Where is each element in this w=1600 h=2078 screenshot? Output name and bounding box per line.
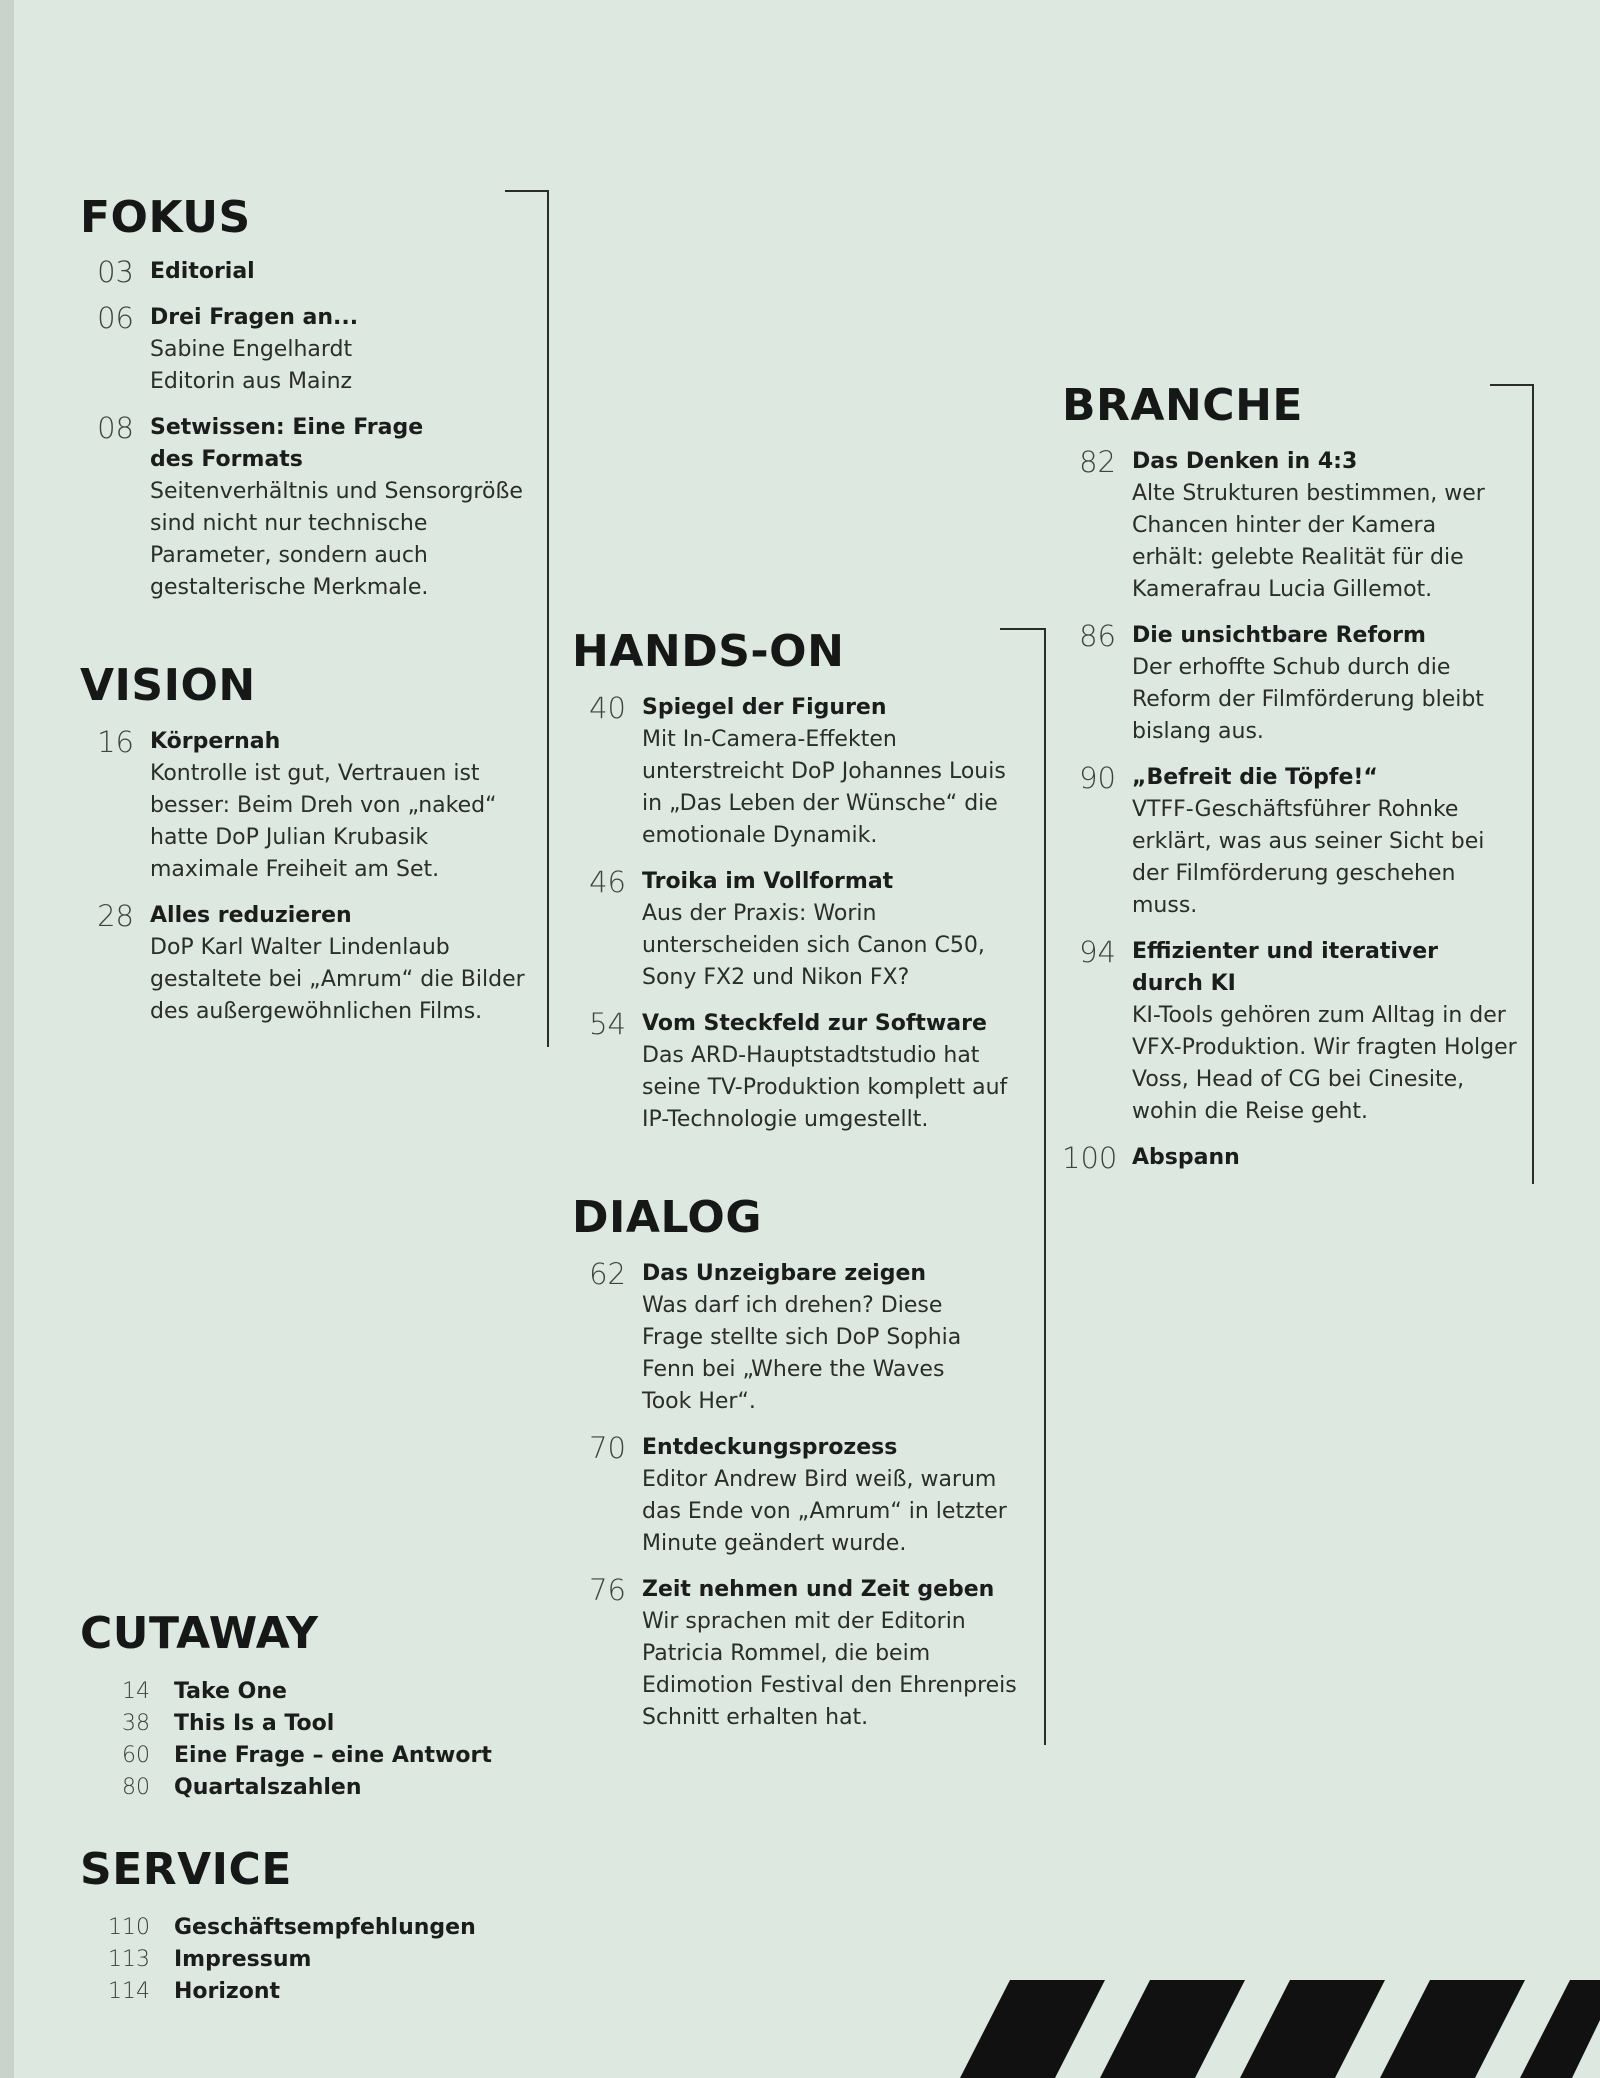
- toc-entry[interactable]: [80, 1912, 540, 1944]
- entry-description: Mit In-Camera-Effekten unterstreicht DoP Johannes Louis in „Das Leben der Wünsche“ die emotionale Dynamik.: [642, 727, 1006, 848]
- entry-description: Alte Strukturen bestimmen, wer Chancen hinter der Kamera erhält: gelebte Realität für die Kamerafrau Lucia Gillemot.: [1132, 481, 1485, 602]
- entry-title: Troika im Vollformat: [642, 869, 894, 894]
- section-heading-service: SERVICE: [80, 1844, 292, 1895]
- toc-entry[interactable]: [80, 900, 540, 1028]
- page-number: 70: [589, 1431, 626, 1465]
- toc-entry[interactable]: [572, 1432, 1032, 1560]
- toc-entry[interactable]: [80, 256, 540, 288]
- page-number: 90: [1079, 761, 1116, 795]
- page-number: 94: [1079, 935, 1116, 969]
- stripe: [1380, 1980, 1525, 2078]
- entry-title: Entdeckungsprozess: [642, 1435, 898, 1460]
- toc-entry[interactable]: [80, 1976, 540, 2008]
- page-number: 16: [97, 725, 134, 759]
- page-number: 110: [108, 1915, 150, 1940]
- page-number: 46: [589, 865, 626, 899]
- entry-title: Alles reduzieren: [150, 903, 352, 928]
- page-number: 40: [589, 691, 626, 725]
- entry-title: Editorial: [150, 259, 255, 284]
- toc-entry[interactable]: [1062, 1142, 1522, 1174]
- toc-entry[interactable]: [572, 866, 1032, 994]
- clapperboard-stripes: [900, 1980, 1600, 2078]
- toc-entry[interactable]: [80, 412, 540, 604]
- entry-title: Die unsichtbare Reform: [1132, 623, 1426, 648]
- entry-title: Drei Fragen an...: [150, 305, 359, 330]
- entry-description: VTFF-Geschäftsführer Rohnke erklärt, was aus seiner Sicht bei der Filmförderung geschehen muss.: [1132, 797, 1485, 918]
- page-number: 82: [1079, 445, 1116, 479]
- stripe: [1240, 1980, 1385, 2078]
- entry-description: Der erhoffte Schub durch die Reform der Filmförderung bleibt bislang aus.: [1132, 655, 1484, 744]
- entry-description: Aus der Praxis: Worin unterscheiden sich Canon C50, Sony FX2 und Nikon FX?: [642, 901, 985, 990]
- entry-title: „Befreit die Töpfe!“: [1132, 765, 1378, 790]
- entry-title: Das Unzeigbare zeigen: [642, 1261, 927, 1286]
- stripe: [1100, 1980, 1245, 2078]
- page-edge: [0, 0, 14, 2078]
- entry-title: Quartalszahlen: [174, 1775, 362, 1800]
- section-vision: [80, 660, 540, 1028]
- entry-title: Spiegel der Figuren: [642, 695, 887, 720]
- section-heading-cutaway: CUTAWAY: [80, 1608, 319, 1659]
- toc-entry[interactable]: [572, 1574, 1032, 1734]
- entry-description: Das ARD-Hauptstadtstudio hat seine TV-Produktion komplett auf IP-Technologie umgestellt.: [642, 1043, 1008, 1132]
- section-heading-handson: HANDS-ON: [572, 626, 845, 677]
- entry-description: Sabine Engelhardt Editorin aus Mainz: [150, 337, 353, 394]
- page-number: 08: [97, 411, 134, 445]
- toc-entry[interactable]: [80, 1944, 540, 1976]
- entry-description: Editor Andrew Bird weiß, warum das Ende von „Amrum“ in letzter Minute geändert wurde.: [642, 1467, 1007, 1556]
- page-number: 28: [97, 899, 134, 933]
- toc-entry[interactable]: [80, 1676, 540, 1708]
- toc-entry[interactable]: [80, 726, 540, 886]
- entry-description: Seitenverhältnis und Sensorgröße sind nicht nur technische Parameter, sondern auch gestalterische Merkmale.: [150, 479, 523, 600]
- page-number: 86: [1079, 619, 1116, 653]
- entry-description: KI-Tools gehören zum Alltag in der VFX-Produktion. Wir fragten Holger Voss, Head of CG bei Cinesite, wohin die Reise geht.: [1132, 1003, 1517, 1124]
- entry-title: Setwissen: Eine Frage des Formats: [150, 415, 424, 472]
- page-number: 80: [122, 1775, 150, 1800]
- toc-entry[interactable]: [572, 1258, 1032, 1418]
- entry-description: Wir sprachen mit der Editorin Patricia Rommel, die beim Edimotion Festival den Ehrenpreis Schnitt erhalten hat.: [642, 1609, 1017, 1730]
- entry-title: Take One: [174, 1679, 287, 1704]
- entry-description: DoP Karl Walter Lindenlaub gestaltete bei „Amrum“ die Bilder des außergewöhnlichen Films.: [150, 935, 525, 1024]
- page-number: 76: [589, 1573, 626, 1607]
- entry-title: Körpernah: [150, 729, 281, 754]
- page-number: 100: [1062, 1141, 1118, 1175]
- page-number: 62: [589, 1257, 626, 1291]
- toc-entry[interactable]: [80, 302, 540, 398]
- entry-title: Vom Steckfeld zur Software: [642, 1011, 987, 1036]
- section-dialog: [572, 1192, 1032, 1734]
- entry-title: Effizienter und iterativer durch KI: [1132, 939, 1439, 996]
- toc-entry[interactable]: [80, 1708, 540, 1740]
- entry-description: Kontrolle ist gut, Vertrauen ist besser: Beim Dreh von „naked“ hatte DoP Julian Krubasik maximale Freiheit am Set.: [150, 761, 497, 882]
- page-number: 38: [122, 1711, 150, 1736]
- toc-entry[interactable]: [1062, 620, 1522, 748]
- toc-entry[interactable]: [1062, 762, 1522, 922]
- section-heading-fokus: FOKUS: [80, 192, 251, 243]
- page-number: 06: [97, 301, 134, 335]
- toc-entry[interactable]: [572, 692, 1032, 852]
- entry-title: Horizont: [174, 1979, 281, 2004]
- toc-entry[interactable]: [572, 1008, 1032, 1136]
- toc-entry[interactable]: [1062, 446, 1522, 606]
- section-heading-vision: VISION: [80, 660, 256, 711]
- toc-entry[interactable]: [80, 1740, 540, 1772]
- section-heading-branche: BRANCHE: [1062, 380, 1303, 431]
- entry-title: Abspann: [1132, 1145, 1240, 1170]
- toc-entry[interactable]: [1062, 936, 1522, 1128]
- entry-title: Eine Frage – eine Antwort: [174, 1743, 492, 1768]
- entry-title: Impressum: [174, 1947, 312, 1972]
- section-handson: [572, 626, 1032, 1136]
- section-heading-dialog: DIALOG: [572, 1192, 762, 1243]
- section-fokus: [80, 192, 540, 604]
- section-branche: [1062, 380, 1522, 1175]
- stripe: [1520, 1980, 1600, 2078]
- entry-description: Was darf ich drehen? Diese Frage stellte sich DoP Sophia Fenn bei „Where the Waves Took Her“.: [642, 1293, 962, 1414]
- page-number: 60: [122, 1743, 150, 1768]
- page-number: 03: [97, 255, 134, 289]
- section-cutaway: [80, 1608, 540, 1804]
- page-number: 113: [108, 1947, 150, 1972]
- page-number: 54: [589, 1007, 626, 1041]
- entry-title: Geschäftsempfehlungen: [174, 1915, 476, 1940]
- section-service: [80, 1844, 540, 2008]
- entry-title: Das Denken in 4:3: [1132, 449, 1358, 474]
- page-number: 14: [122, 1679, 150, 1704]
- entry-title: This Is a Tool: [174, 1711, 335, 1736]
- stripe: [960, 1980, 1105, 2078]
- page-number: 114: [108, 1979, 150, 2004]
- entry-title: Zeit nehmen und Zeit geben: [642, 1577, 995, 1602]
- toc-entry[interactable]: [80, 1772, 540, 1804]
